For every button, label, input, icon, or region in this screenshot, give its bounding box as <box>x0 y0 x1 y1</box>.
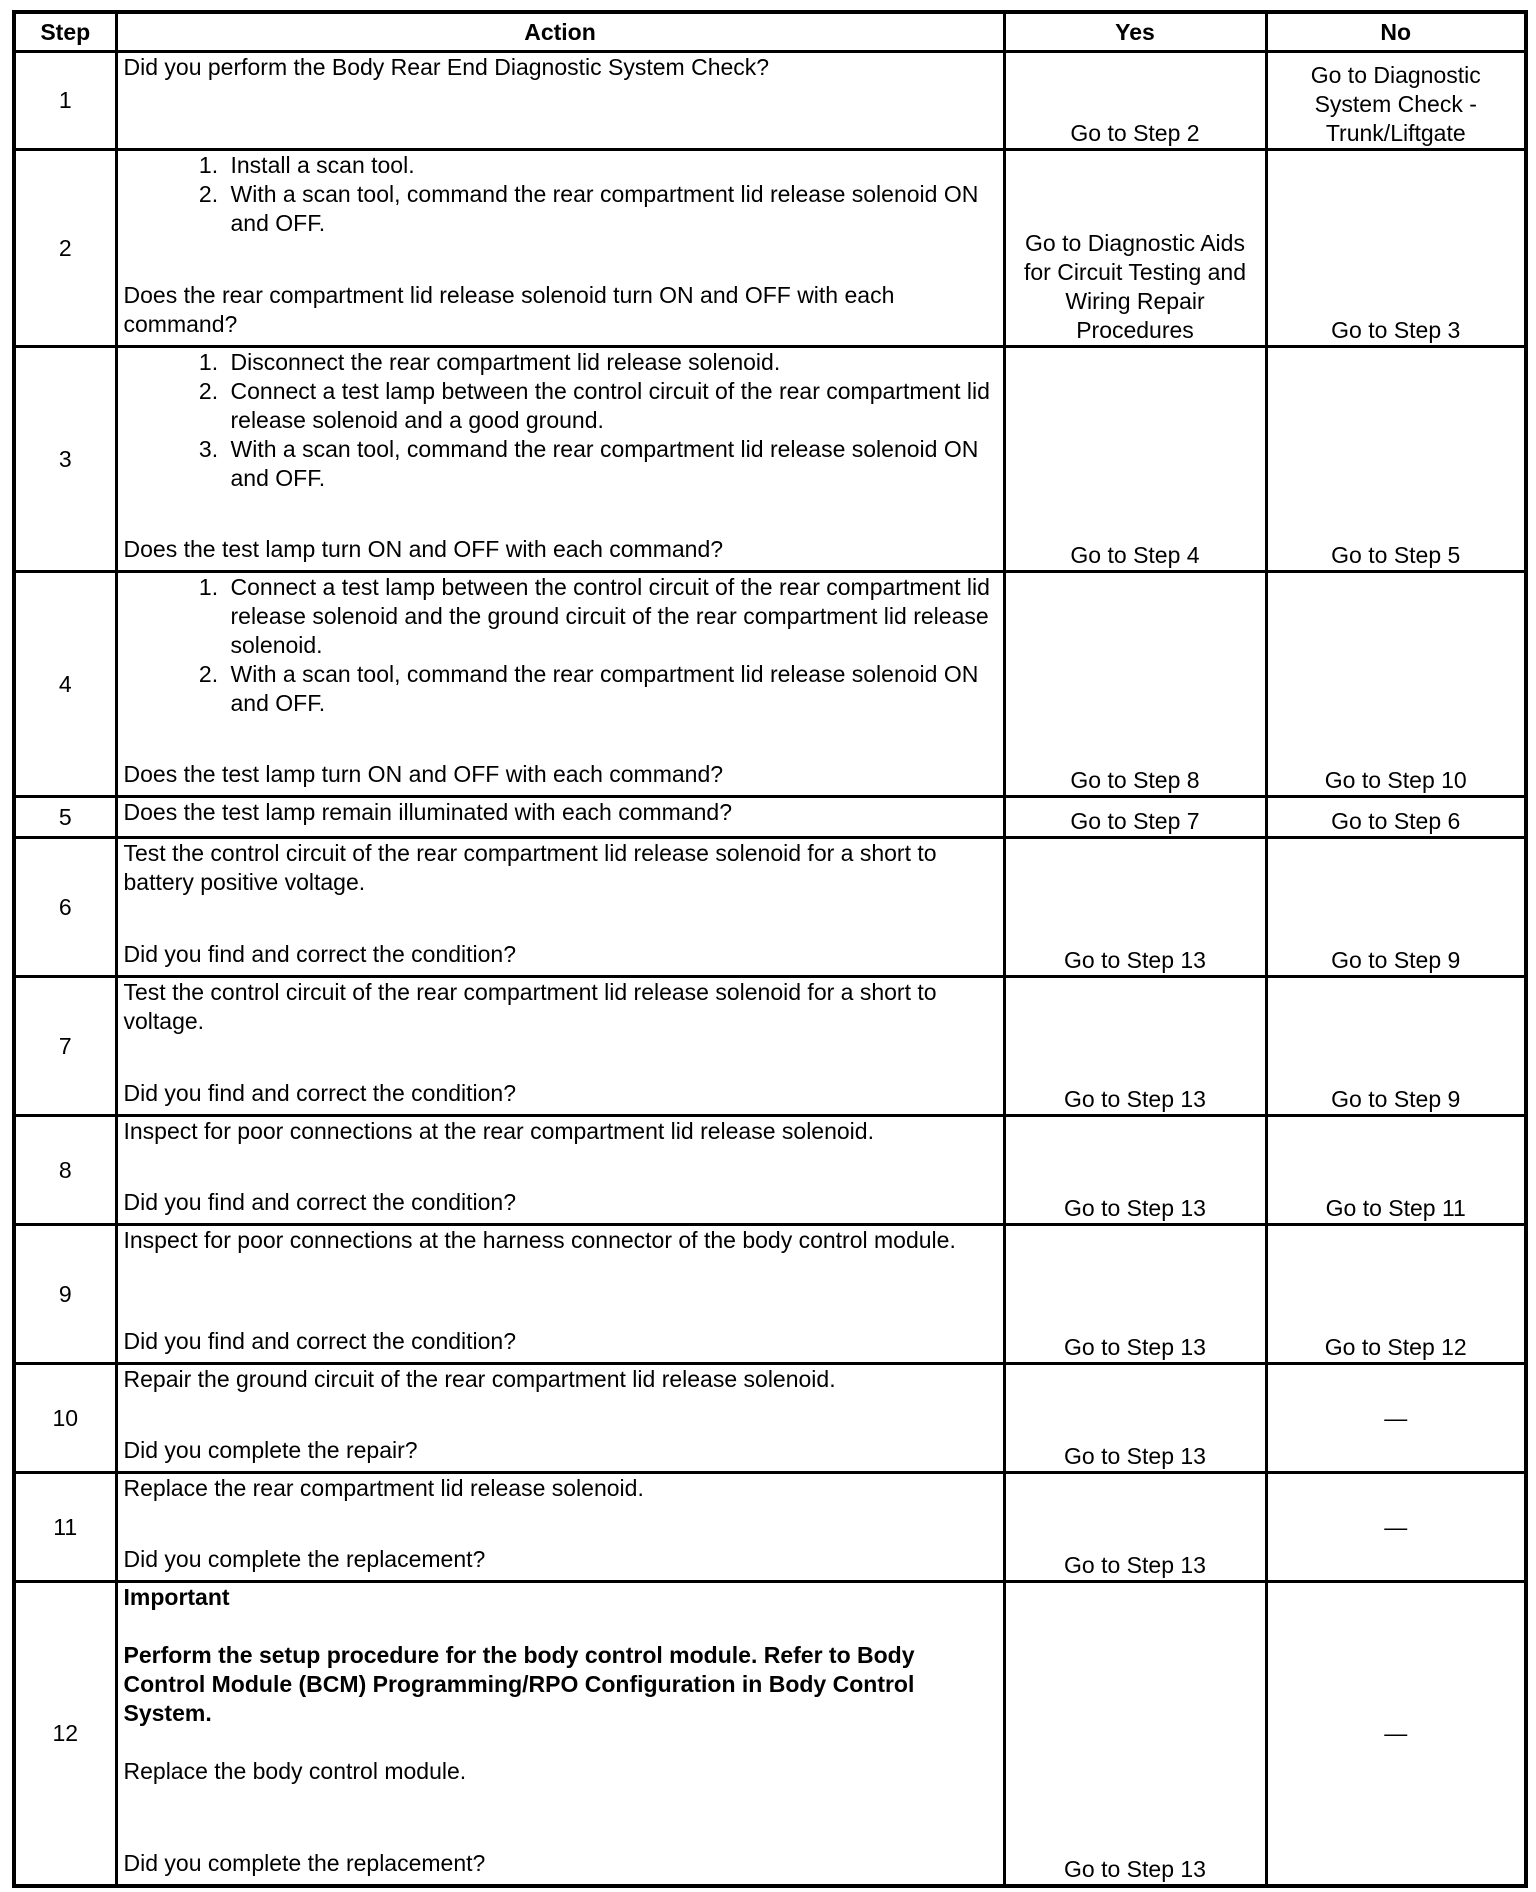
action-text: Test the control circuit of the rear compartment lid release solenoid for a short to voltage. <box>123 979 937 1034</box>
action-cell <box>116 1116 1004 1225</box>
action-cell <box>116 977 1004 1116</box>
important-note <box>124 1583 997 1786</box>
yes-cell: Go to Step 7 <box>1004 797 1266 838</box>
step-number: 7 <box>14 977 116 1116</box>
step-number: 9 <box>14 1225 116 1364</box>
action-text: Replace the body control module. <box>123 1758 467 1784</box>
action-question: Did you find and correct the condition? <box>123 1328 517 1354</box>
action-text: Inspect for poor connections at the harness connector of the body control module. <box>123 1227 956 1253</box>
list-item: 1. Disconnect the rear compartment lid release solenoid. <box>225 348 997 377</box>
action-question: Does the test lamp turn ON and OFF with each command? <box>123 536 724 562</box>
action-question: Did you complete the replacement? <box>123 1850 486 1876</box>
action-text: Does the test lamp remain illuminated with each command? <box>123 799 733 825</box>
header-step: Step <box>14 12 116 52</box>
no-cell: Go to Step 6 <box>1266 797 1526 838</box>
step-number: 12 <box>14 1582 116 1886</box>
action-list <box>124 151 997 238</box>
step-number: 6 <box>14 838 116 977</box>
table-row <box>14 1225 1526 1364</box>
action-cell <box>116 572 1004 797</box>
yes-cell: Go to Step 13 <box>1004 1364 1266 1473</box>
action-text: Repair the ground circuit of the rear compartment lid release solenoid. <box>123 1366 836 1392</box>
table-row <box>14 52 1526 150</box>
action-cell <box>116 797 1004 838</box>
action-question: Did you complete the replacement? <box>123 1546 486 1572</box>
action-question: Did you find and correct the condition? <box>123 941 517 967</box>
table-row <box>14 1473 1526 1582</box>
table-row <box>14 347 1526 572</box>
no-cell: Go to Step 12 <box>1266 1225 1526 1364</box>
no-cell: — <box>1266 1473 1526 1582</box>
yes-cell: Go to Step 13 <box>1004 838 1266 977</box>
table-row <box>14 150 1526 347</box>
header-no: No <box>1266 12 1526 52</box>
table-row <box>14 1116 1526 1225</box>
step-number: 3 <box>14 347 116 572</box>
no-cell: Go to Step 11 <box>1266 1116 1526 1225</box>
no-cell: Go to Step 9 <box>1266 838 1526 977</box>
action-cell <box>116 1364 1004 1473</box>
action-question: Did you complete the repair? <box>123 1437 418 1463</box>
no-cell: Go to Step 10 <box>1266 572 1526 797</box>
yes-cell: Go to Step 2 <box>1004 52 1266 150</box>
yes-cell: Go to Step 13 <box>1004 1116 1266 1225</box>
list-item: 1. Install a scan tool. <box>225 151 997 180</box>
header-action: Action <box>116 12 1004 52</box>
yes-cell: Go to Step 13 <box>1004 1225 1266 1364</box>
action-cell <box>116 1582 1004 1886</box>
yes-cell: Go to Step 13 <box>1004 1473 1266 1582</box>
yes-cell: Go to Diagnostic Aids for Circuit Testing and Wiring Repair Procedures <box>1004 150 1266 347</box>
header-yes: Yes <box>1004 12 1266 52</box>
yes-cell: Go to Step 13 <box>1004 1582 1266 1886</box>
step-number: 2 <box>14 150 116 347</box>
action-question: Did you find and correct the condition? <box>123 1080 517 1106</box>
action-text: Test the control circuit of the rear compartment lid release solenoid for a short to battery positive voltage. <box>123 840 937 895</box>
list-item: 3. With a scan tool, command the rear compartment lid release solenoid ON and OFF. <box>225 435 997 493</box>
action-text: Inspect for poor connections at the rear compartment lid release solenoid. <box>123 1118 874 1144</box>
action-text: Replace the rear compartment lid release solenoid. <box>123 1475 644 1501</box>
list-item: 1. Connect a test lamp between the control circuit of the rear compartment lid release solenoid and the ground circuit of the rear compartment lid release solenoid. <box>225 573 997 660</box>
important-text: Perform the setup procedure for the body control module. Refer to Body Control Module (BCM) Programming/RPO Configuration in Body Control System. <box>123 1642 915 1726</box>
action-cell <box>116 1225 1004 1364</box>
no-cell: Go to Step 9 <box>1266 977 1526 1116</box>
yes-cell: Go to Step 4 <box>1004 347 1266 572</box>
table-row <box>14 797 1526 838</box>
action-cell <box>116 52 1004 150</box>
action-cell <box>116 347 1004 572</box>
table-row <box>14 1582 1526 1886</box>
table-row <box>14 1364 1526 1473</box>
table-row <box>14 838 1526 977</box>
table-row <box>14 977 1526 1116</box>
important-heading: Important <box>123 1584 230 1610</box>
diagnostic-table <box>12 10 1528 1888</box>
table-row <box>14 572 1526 797</box>
action-question: Does the test lamp turn ON and OFF with each command? <box>123 761 724 787</box>
step-number: 8 <box>14 1116 116 1225</box>
action-cell <box>116 1473 1004 1582</box>
action-cell <box>116 150 1004 347</box>
no-cell: Go to Diagnostic System Check - Trunk/Liftgate <box>1266 52 1526 150</box>
step-number: 10 <box>14 1364 116 1473</box>
no-cell: — <box>1266 1364 1526 1473</box>
no-cell: — <box>1266 1582 1526 1886</box>
action-text: Did you perform the Body Rear End Diagnostic System Check? <box>123 54 770 80</box>
step-number: 1 <box>14 52 116 150</box>
no-cell: Go to Step 5 <box>1266 347 1526 572</box>
step-number: 4 <box>14 572 116 797</box>
action-question: Did you find and correct the condition? <box>123 1189 517 1215</box>
list-item: 2. With a scan tool, command the rear compartment lid release solenoid ON and OFF. <box>225 180 997 238</box>
list-item: 2. Connect a test lamp between the control circuit of the rear compartment lid release solenoid and a good ground. <box>225 377 997 435</box>
action-question: Does the rear compartment lid release solenoid turn ON and OFF with each command? <box>123 282 895 337</box>
action-list <box>124 348 997 493</box>
header-row <box>14 12 1526 52</box>
step-number: 5 <box>14 797 116 838</box>
yes-cell: Go to Step 8 <box>1004 572 1266 797</box>
list-item: 2. With a scan tool, command the rear compartment lid release solenoid ON and OFF. <box>225 660 997 718</box>
yes-cell: Go to Step 13 <box>1004 977 1266 1116</box>
action-list <box>124 573 997 718</box>
action-cell <box>116 838 1004 977</box>
no-cell: Go to Step 3 <box>1266 150 1526 347</box>
step-number: 11 <box>14 1473 116 1582</box>
